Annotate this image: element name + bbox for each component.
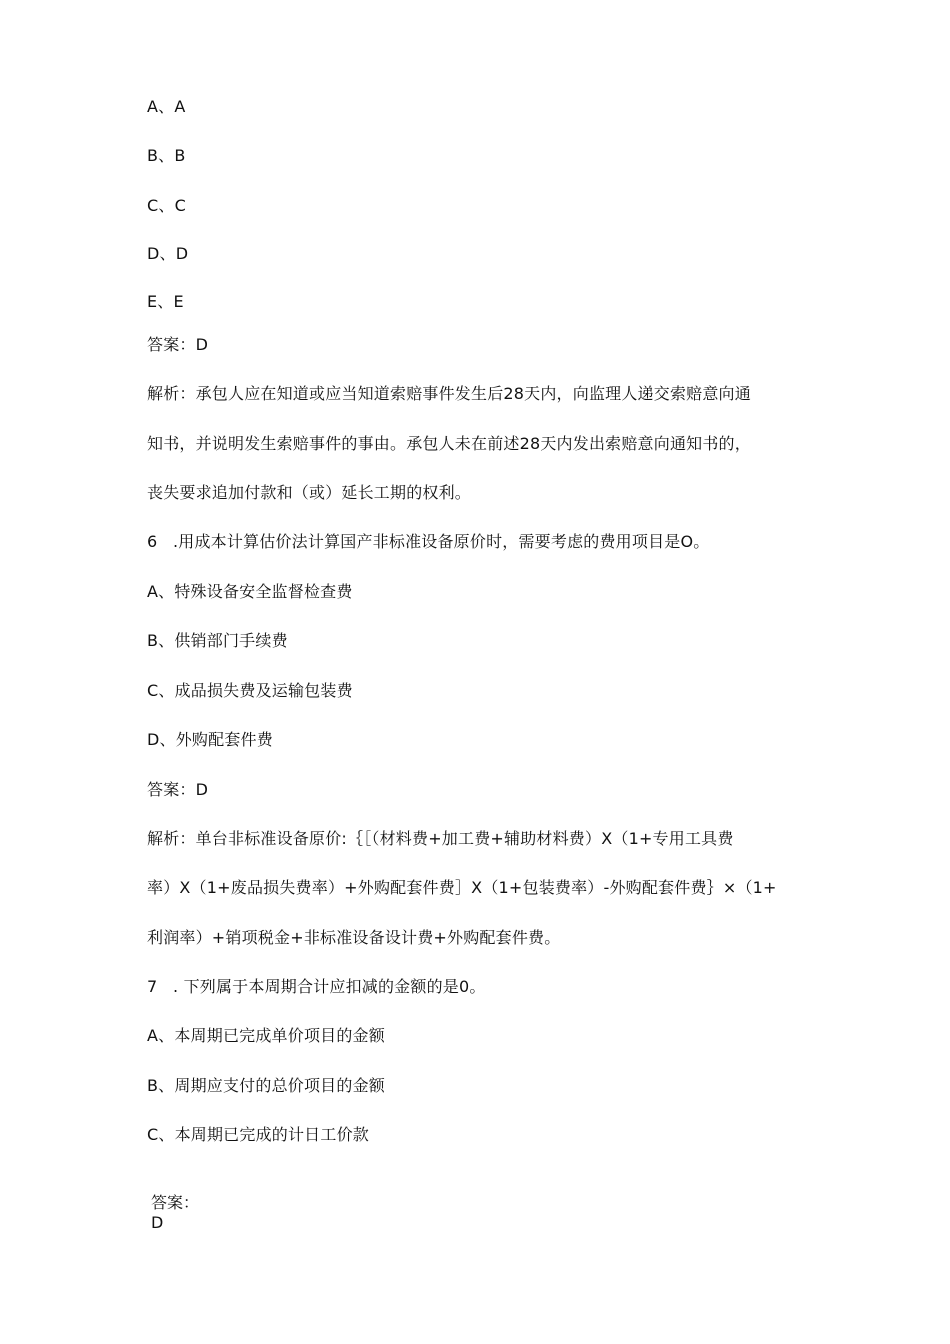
q6-analysis-line-2: 率）X（1+废品损失费率）+外购配套件费］X（1+包装费率）-外购配套件费｝×（1+ bbox=[147, 878, 777, 897]
q5-answer: 答案：D bbox=[147, 335, 209, 354]
q6-question bbox=[147, 532, 709, 552]
q7-text: . 下列属于本周期合计应扣减的金额的是0。 bbox=[173, 977, 486, 996]
q5-option-c: C、C bbox=[147, 196, 186, 215]
q7-option-b: B、周期应支付的总价项目的金额 bbox=[147, 1076, 385, 1095]
q5-option-b: B、B bbox=[147, 146, 186, 165]
q6-option-c: C、成品损失费及运输包装费 bbox=[147, 681, 353, 700]
q7-answer-label: 答案： bbox=[151, 1193, 200, 1212]
q6-text: .用成本计算估价法计算国产非标准设备原价时，需要考虑的费用项目是O。 bbox=[173, 532, 710, 551]
q7-option-c: C、本周期已完成的计日工价款 bbox=[147, 1125, 369, 1144]
q7-question bbox=[147, 977, 486, 997]
q5-option-e: E、E bbox=[147, 292, 184, 311]
q7-option-a: A、本周期已完成单价项目的金额 bbox=[147, 1026, 385, 1045]
q7-answer bbox=[151, 1193, 199, 1233]
q6-answer: 答案：D bbox=[147, 780, 209, 799]
q7-answer-value: D bbox=[151, 1213, 164, 1232]
q6-analysis-line-3: 利润率）+销项税金+非标准设备设计费+外购配套件费。 bbox=[147, 928, 561, 947]
q6-option-d: D、外购配套件费 bbox=[147, 730, 273, 749]
q7-number: 7 bbox=[147, 977, 158, 996]
q5-option-a: A、A bbox=[147, 97, 186, 116]
q5-analysis-line-1: 解析：承包人应在知道或应当知道索赔事件发生后28天内，向监理人递交索赔意向通 bbox=[147, 384, 751, 403]
q6-option-a: A、特殊设备安全监督检查费 bbox=[147, 582, 353, 601]
q5-analysis-line-3: 丧失要求追加付款和（或）延长工期的权利。 bbox=[147, 483, 472, 502]
q6-option-b: B、供销部门手续费 bbox=[147, 631, 288, 650]
q5-option-d: D、D bbox=[147, 244, 189, 263]
q6-analysis-line-1: 解析：单台非标准设备原价:｛［（材料费+加工费+辅助材料费）X（1+专用工具费 bbox=[147, 829, 734, 848]
q5-analysis-line-2: 知书，并说明发生索赔事件的事由。承包人未在前述28天内发出索赔意向通知书的， bbox=[147, 434, 751, 453]
q6-number: 6 bbox=[147, 532, 158, 551]
